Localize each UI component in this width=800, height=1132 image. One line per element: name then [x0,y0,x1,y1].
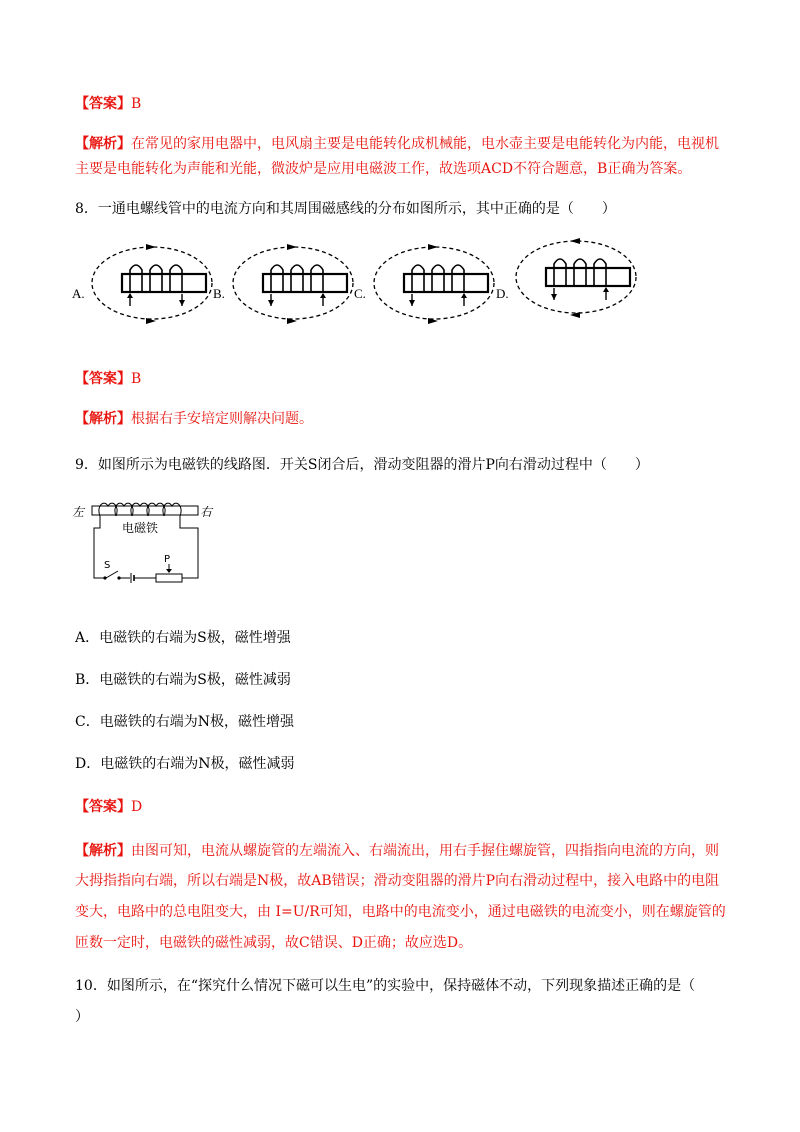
solenoid-c [374,244,494,324]
q7-answer [75,94,141,114]
answer-value: D [131,799,143,815]
q9-option-a: A．电磁铁的右端为S极，磁性增强 [75,630,291,646]
q8-answer [75,369,141,389]
q8-analysis [75,409,313,429]
analysis-tag: 【解析】 [75,136,131,152]
right-label: 右 [200,505,213,519]
q9-stem: 9．如图所示为电磁铁的线路图．开关S闭合后，滑动变阻器的滑片P向右滑动过程中（ ） [75,457,649,473]
analysis-text: 在常见的家用电器中，电风扇主要是电能转化成机械能，电水壶主要是电能转化为内能，电视机 [131,136,719,152]
left-label: 左 [72,505,85,519]
solenoid-b [233,244,353,324]
q8-stem: 8．一通电螺线管中的电流方向和其周围磁感线的分布如图所示，其中正确的是（ ） [75,201,616,217]
q9-figure [70,494,230,590]
q10-stem-line-1: 10．如图所示，在“探究什么情况下磁可以生电”的实验中，保持磁体不动，下列现象描述正确的是（ [75,978,696,994]
analysis-text: 根据右手安培定则解决问题。 [131,411,313,427]
q8-option-b-label: B. [213,286,225,301]
answer-value: B [131,371,142,387]
electromagnet-circuit [70,494,230,590]
slider-label: P [164,554,171,565]
answer-tag: 【答案】 [75,371,131,387]
q8-figure [70,238,650,338]
q9-option-c: C．电磁铁的右端为N极，磁性增强 [75,714,294,730]
analysis-tag: 【解析】 [75,411,131,427]
q9-analysis-line-3: 变大，电路中的总电阻变大，由 I=U/R可知，电路中的电流变小，通过电磁铁的电流变小，则在螺旋管的 [75,904,726,920]
q9-answer [75,797,142,817]
q10-stem-line-2: ） [75,1009,89,1025]
q8-option-d-label: D. [496,286,509,301]
q9-option-b: B．电磁铁的右端为S极，磁性减弱 [75,672,291,688]
solenoid-d [516,238,636,318]
solenoid-diagrams [70,238,650,338]
q8-option-a-label: A. [72,286,85,301]
q9-analysis-line-1 [75,841,719,861]
q8-option-c-label: C. [354,286,366,301]
q9-option-d: D．电磁铁的右端为N极，磁性减弱 [75,756,295,772]
solenoid-a [92,244,212,324]
switch-label: S [104,560,111,571]
q9-analysis-line-2: 大拇指指向右端，所以右端是N极，故AB错误；滑动变阻器的滑片P向右滑动过程中，接入电路中的电阻 [75,873,720,889]
answer-value: B [131,96,142,112]
q9-analysis-line-4: 匝数一定时，电磁铁的磁性减弱，故C错误、D正确；故应选D。 [75,935,473,951]
analysis-tag: 【解析】 [75,843,131,859]
electromagnet-label: 电磁铁 [122,521,159,535]
q7-analysis-line-2: 主要是电能转化为声能和光能，微波炉是应用电磁波工作，故选项ACD不符合题意，B正确为答案。 [75,161,692,177]
answer-tag: 【答案】 [75,96,131,112]
analysis-text: 由图可知，电流从螺旋管的左端流入、右端流出，用右手握住螺旋管，四指指向电流的方向，则 [131,843,719,859]
q7-analysis-line-1 [75,134,719,154]
answer-tag: 【答案】 [75,799,131,815]
